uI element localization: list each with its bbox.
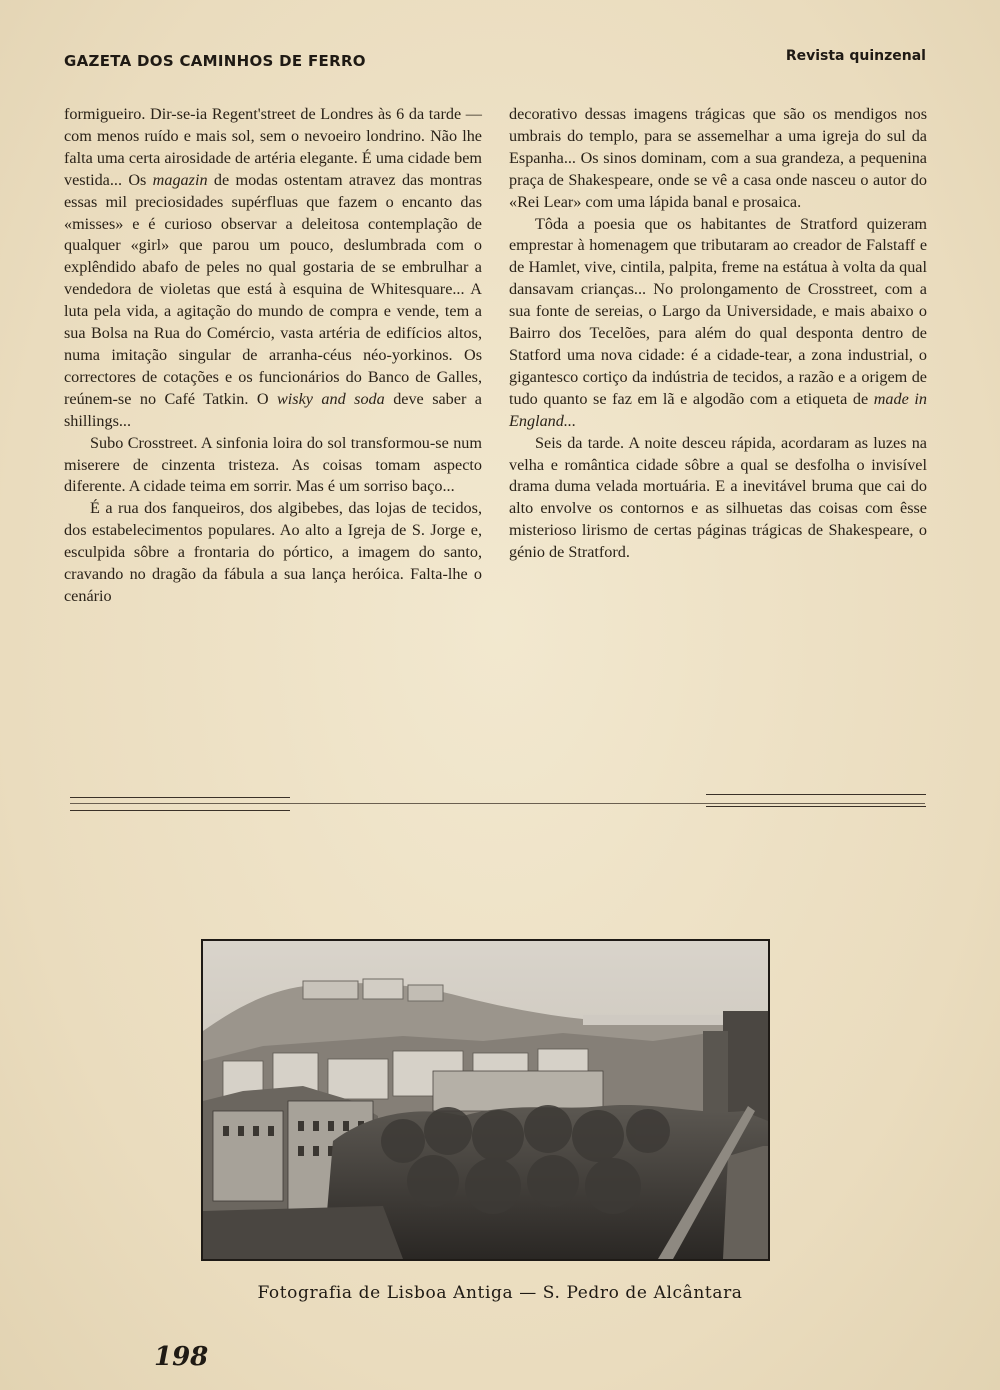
separator-rule-center xyxy=(70,803,925,804)
magazine-subtitle: Revista quinzenal xyxy=(785,48,926,64)
separator-rule-right-top xyxy=(706,794,926,795)
right_column-paragraph: Seis da tarde. A noite desceu rápida, acordaram as luzes na velha e romântica cidade sôbre a qual se desfolha o invisível drama duma velada mortuária. E a inevitável bruma que cai do alto envolve os contornos e as silhuetas das coisas com êsse misterioso lirismo de certas páginas trágicas de Shakespeare, o génio de Stratford. xyxy=(509,433,927,562)
right_column-paragraph: decorativo dessas imagens trágicas que são os mendigos nos umbrais do templo, para se assemelhar a uma igreja do sul da Espanha... Os sinos dominam, com a sua grandeza, a pequenina praça de Shakespeare, onde se vê a casa onde nasceu o autor do «Rei Lear» com uma lápida banal e prosaica. xyxy=(509,105,927,211)
right_column-paragraph: Tôda a poesia que os habitantes de Stratford quizeram emprestar à homenagem que tributaram ao creador de Falstaff e de Hamlet, vive, cintila, palpita, freme na estátua à volta da qual dansavam crianças... No prolongamento de Crosstreet, com a sua fonte de sereias, o Largo da Universidade, e mais abaixo o Bairro dos Tecelões, para além do qual desponta dentro de Statford uma nova cidade: é a cidade-tear, a zona industrial, o gigantesco cortiço da indústria de tecidos, a razão e a origem de tudo quanto se faz em lã e algodão com a etiqueta de made in England... xyxy=(509,214,927,430)
page-number: 198 xyxy=(154,1342,209,1372)
article-left-column xyxy=(64,104,482,608)
left_column-paragraph: formigueiro. Dir-se-ia Regent'street de Londres às 6 da tarde — com menos ruído e mais sol, sem o nevoeiro londrino. Não lhe falta uma certa airosidade de artéria elegante. É uma cidade bem vestida... Os magazin de modas ostentam atravez das montras essas mil preciosidades supérfluas que fazem o encanto das «misses» e é curioso observar a deleitosa contemplação de qualquer «girl» que parou um pouco, deslumbrada com o explêndido abafo de peles no qual gostaria de se embrulhar a vendedora de violetas que está à esquina de Whitesquare... A luta pela vida, a agitação do mundo de compra e vende, tem a sua Bolsa na Rua do Comércio, vasta artéria de edifícios altos, numa imitação singular de arranha-céus néo-yorkinos. Os correctores de cotações e os funcionários do Banco de Galles, reúnem-se no Café Tatkin. O wisky and soda deve saber a shillings... xyxy=(64,105,483,430)
photo-caption: Fotografia de Lisboa Antiga — S. Pedro de Alcântara xyxy=(257,1283,743,1303)
separator-rule-left-bottom xyxy=(70,810,290,811)
separator-rule-right-bottom xyxy=(706,806,926,807)
separator-rule-left-top xyxy=(70,797,290,798)
left_column-paragraph: É a rua dos fanqueiros, dos algibebes, das lojas de tecidos, dos estabelecimentos populares. Ao alto a Igreja de S. Jorge e, esculpida sôbre a frontaria do pórtico, a imagem do santo, cravando no dragão da fábula a sua lança heróica. Falta-lhe o cenário xyxy=(64,499,482,605)
article-right-column xyxy=(509,104,927,564)
left_column-paragraph: Subo Crosstreet. A sinfonia loira do sol transformou-se num miserere de cinzenta tristeza. As coisas tomam aspecto diferente. A cidade teima em sorrir. Mas é um sorriso baço... xyxy=(64,433,482,496)
lisbon-photograph xyxy=(201,939,770,1261)
magazine-title: GAZETA DOS CAMINHOS DE FERRO xyxy=(64,52,366,70)
